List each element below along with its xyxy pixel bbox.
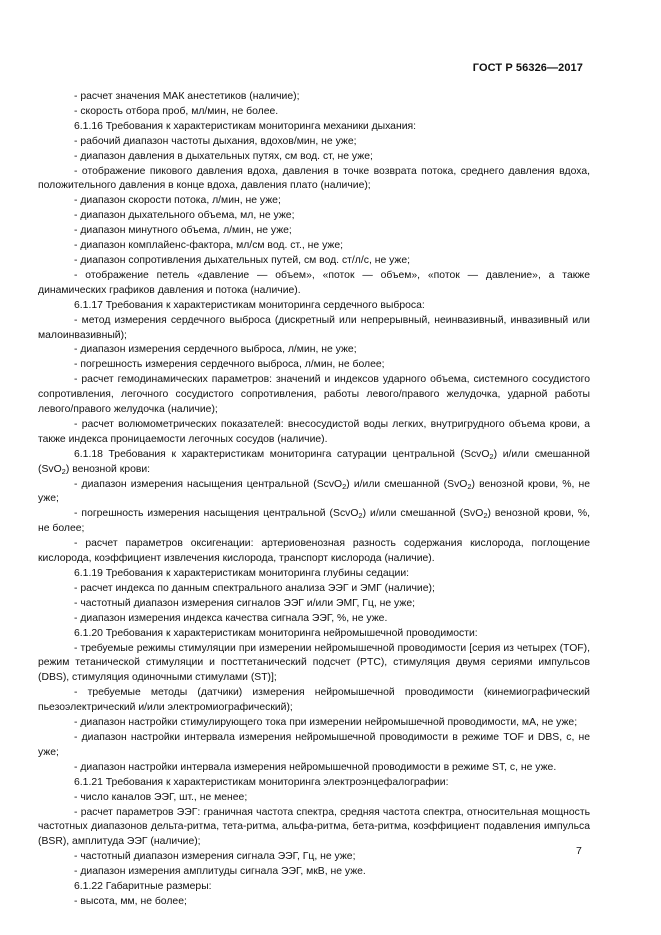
standard-code: ГОСТ Р 56326—2017 xyxy=(472,62,583,74)
paragraph: - расчет гемодинамических параметров: значений и индексов ударного объема, системного сосудистого сопротивления, легочного сосудистого сопротивления, работы левого/правого желудочка, ударной работы левого/правого желудочка (наличие); xyxy=(38,374,590,416)
paragraph: - диапазон измерения амплитуды сигнала ЭЭГ, мкВ, не уже. xyxy=(74,866,366,878)
paragraph: - метод измерения сердечного выброса (дискретный или непрерывный, неинвазивный, инвазивный или малоинвазивный); xyxy=(38,314,590,341)
paragraph: - диапазон скорости потока, л/мин, не уже; xyxy=(74,195,281,207)
paragraph: - диапазон сопротивления дыхательных путей, см вод. ст/л/с, не уже; xyxy=(74,254,411,266)
paragraph: - диапазон измерения индекса качества сигнала ЭЭГ, %, не уже. xyxy=(74,612,388,624)
section-heading: 6.1.20 Требования к характеристикам мониторинга нейромышечной проводимости: xyxy=(74,627,478,639)
paragraph: - отображение петель «давление — объем», «поток — объем», «поток — давление», а также динамических графиков давления и потока (наличие). xyxy=(38,269,590,296)
paragraph: - диапазон измерения сердечного выброса, л/мин, не уже; xyxy=(74,344,357,356)
section-heading: 6.1.19 Требования к характеристикам мониторинга глубины седации: xyxy=(74,568,410,579)
section-heading: 6.1.22 Габаритные размеры: xyxy=(74,881,212,893)
paragraph: - отображение пикового давления вдоха, давления в точке возврата потока, среднего давления вдоха, положительного давления в конце вдоха, давления плато (наличие); xyxy=(38,165,590,192)
paragraph: - частотный диапазон измерения сигналов ЭЭГ и/или ЭМГ, Гц, не уже; xyxy=(74,597,415,609)
paragraph: - диапазон давления в дыхательных путях, см вод. ст, не уже; xyxy=(74,150,373,162)
section-heading: 6.1.17 Требования к характеристикам мониторинга сердечного выброса: xyxy=(74,299,425,311)
paragraph: - погрешность измерения сердечного выброса, л/мин, не более; xyxy=(74,359,385,371)
section-heading: 6.1.16 Требования к характеристикам мониторинга механики дыхания: xyxy=(74,120,417,132)
paragraph: - рабочий диапазон частоты дыхания, вдохов/мин, не уже; xyxy=(74,135,357,147)
paragraph: - диапазон настройки стимулирующего тока при измерении нейромышечной проводимости, мА, не уже; xyxy=(74,717,578,729)
paragraph: - высота, мм, не более; xyxy=(74,895,187,907)
paragraph: - диапазон комплайенс-фактора, мл/см вод. ст., не уже; xyxy=(74,240,344,252)
paragraph: - погрешность измерения насыщения центральной (ScvO$_2$) и/или смешанной (SvO$_2$) венозной крови, %, не более; xyxy=(38,508,590,535)
paragraph: - диапазон дыхательного объема, мл, не уже; xyxy=(74,210,295,222)
document-body xyxy=(38,90,590,910)
section-heading: 6.1.21 Требования к характеристикам мониторинга электроэнцефалографии: xyxy=(74,776,449,788)
paragraph: - диапазон измерения насыщения центральной (ScvO$_2$) и/или смешанной (SvO$_2$) венозной крови, %, не уже; xyxy=(38,478,590,505)
paragraph: - диапазон настройки интервала измерения нейромышечной проводимости в режиме ST, с, не уже. xyxy=(74,761,557,773)
section-heading: 6.1.18 Требования к характеристикам мониторинга сатурации центральной (ScvO$_2$) и/или смешанной (SvO$_2$) венозной крови: xyxy=(38,448,590,476)
paragraph: - требуемые режимы стимуляции при измерении нейромышечной проводимости [серия из четырех (TOF), режим тетанической стимуляции и посттетанический подсчет (PTC), стимуляция двумя сериями импульсов (DBS), стимуляция одиночными стимулами (ST)]; xyxy=(38,642,590,684)
paragraph: - диапазон настройки интервала измерения нейромышечной проводимости в режиме TOF и DBS, с, не уже; xyxy=(38,731,590,758)
paragraph: - скорость отбора проб, мл/мин, не более. xyxy=(74,105,279,117)
paragraph: - расчет параметров оксигенации: артериовенозная разность содержания кислорода, поглощение кислорода, коэффициент извлечения кислорода, транспорт кислорода (наличие). xyxy=(38,538,590,565)
paragraph: - расчет значения МАК анестетиков (наличие); xyxy=(74,91,300,102)
page-number: 7 xyxy=(576,845,582,857)
paragraph: - требуемые методы (датчики) измерения нейромышечной проводимости (кинемиографический пьезоэлектрический и/или электромиографический); xyxy=(38,687,590,714)
paragraph: - расчет волюмометрических показателей: внесосудистой воды легких, внутригрудного объема крови, а также индекса проницаемости легочных сосудов (наличие). xyxy=(38,418,590,445)
paragraph: - расчет параметров ЭЭГ: граничная частота спектра, средняя частота спектра, относительная мощность частотных диапазонов дельта-ритма, тета-ритма, альфа-ритма, бета-ритма, коэффициент подавления импульса (BSR), амплитуда ЭЭГ (наличие); xyxy=(38,806,590,848)
paragraph: - расчет индекса по данным спектрального анализа ЭЭГ и ЭМГ (наличие); xyxy=(74,582,435,594)
paragraph: - число каналов ЭЭГ, шт., не менее; xyxy=(74,791,248,803)
paragraph: - частотный диапазон измерения сигнала ЭЭГ, Гц, не уже; xyxy=(74,851,356,863)
paragraph: - диапазон минутного объема, л/мин, не уже; xyxy=(74,225,292,237)
